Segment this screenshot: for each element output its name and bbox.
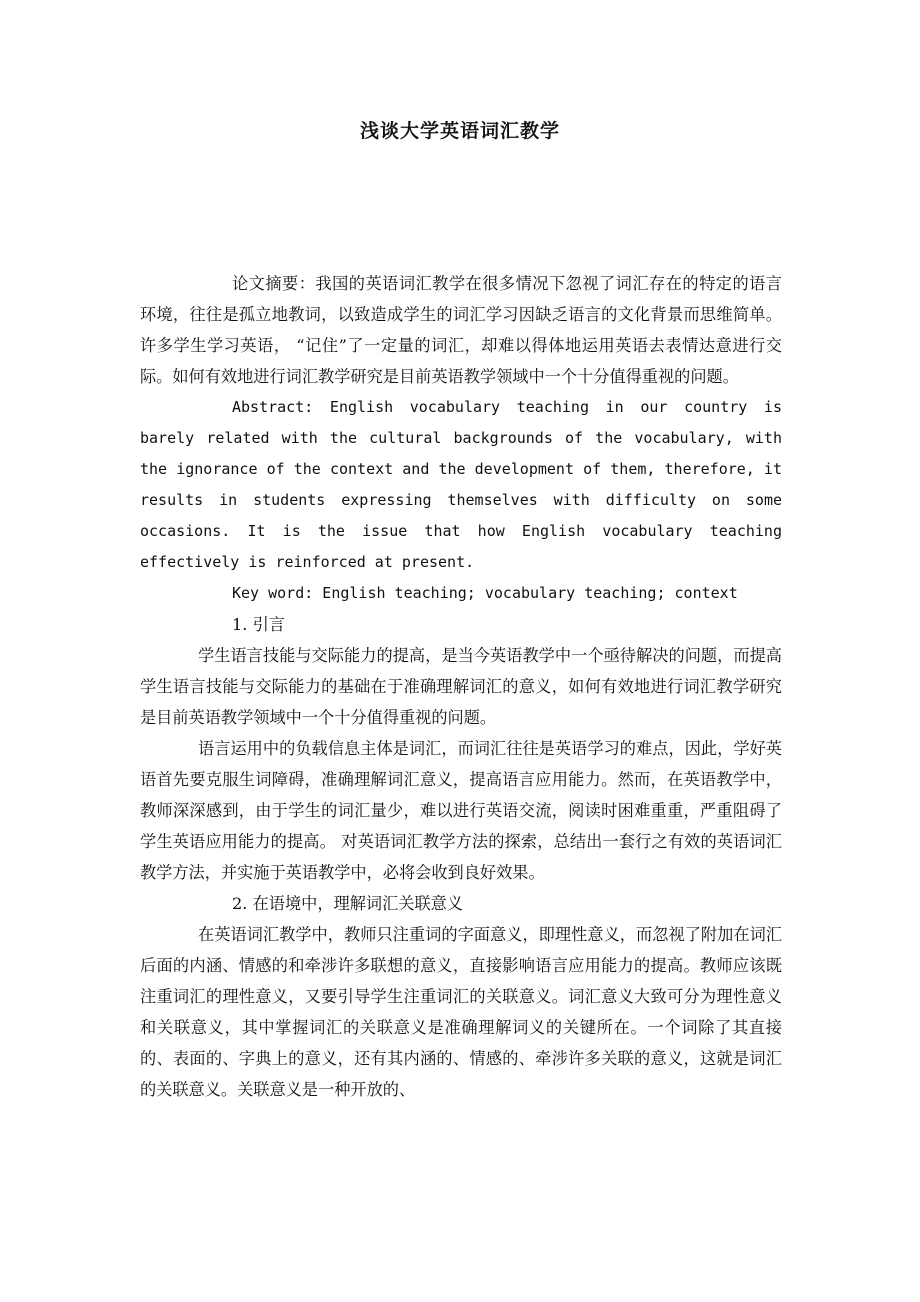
document-title: 浅谈大学英语词汇教学 [359, 120, 560, 142]
section-2-heading: 2. 在语境中，理解词汇关联意义 [232, 894, 464, 913]
section-1-heading: 1. 引言 [232, 615, 285, 634]
abstract-english: Abstract: English vocabulary teaching in our country is barely related with the cultural backgrounds of the vocabulary, with the ignorance of the context and the development of them, therefore, it results in students expressing themselves with difficulty on some occasions. It is the issue that how English vocabulary teaching effectively is reinforced at present. [140, 398, 782, 571]
section-1-paragraph-2: 语言运用中的负载信息主体是词汇，而词汇往往是英语学习的难点，因此，学好英语首先要克服生词障碍，准确理解词汇意义，提高语言应用能力。然而，在英语教学中，教师深深感到，由于学生的词汇量少，难以进行英语交流，阅读时困难重重，严重阻碍了学生英语应用能力的提高。 对英语词汇教学方法的探索，总结出一套行之有效的英语词汇教学方法，并实施于英语教学中，必将会收到良好效果。 [140, 739, 782, 882]
abstract-chinese: 论文摘要：我国的英语词汇教学在很多情况下忽视了词汇存在的特定的语言环境，往往是孤立地教词，以致造成学生的词汇学习因缺乏语言的文化背景而思维简单。 许多学生学习英语， “记住”了一定量的词汇，却难以得体地运用英语去表情达意进行交际。如何有效地进行词汇教学研究是目前英语教学领域中一个十分值得重视的问题。 [140, 274, 782, 386]
keywords: Key word: English teaching; vocabulary teaching; context [232, 584, 738, 602]
document-body [140, 268, 782, 1105]
section-2-paragraph-1: 在英语词汇教学中，教师只注重词的字面意义，即理性意义，而忽视了附加在词汇后面的内涵、情感的和牵涉许多联想的意义，直接影响语言应用能力的提高。教师应该既注重词汇的理性意义，又要引导学生注重词汇的关联意义。词汇意义大致可分为理性意义和关联意义，其中掌握词汇的关联意义是准确理解词义的关键所在。一个词除了其直接的、表面的、字典上的意义，还有其内涵的、情感的、牵涉许多关联的意义，这就是词汇的关联意义。关联意义是一种开放的、 [140, 925, 782, 1099]
section-1-paragraph-1: 学生语言技能与交际能力的提高，是当今英语教学中一个亟待解决的问题，而提高学生语言技能与交际能力的基础在于准确理解词汇的意义，如何有效地进行词汇教学研究是目前英语教学领域中一个十分值得重视的问题。 [140, 646, 782, 727]
